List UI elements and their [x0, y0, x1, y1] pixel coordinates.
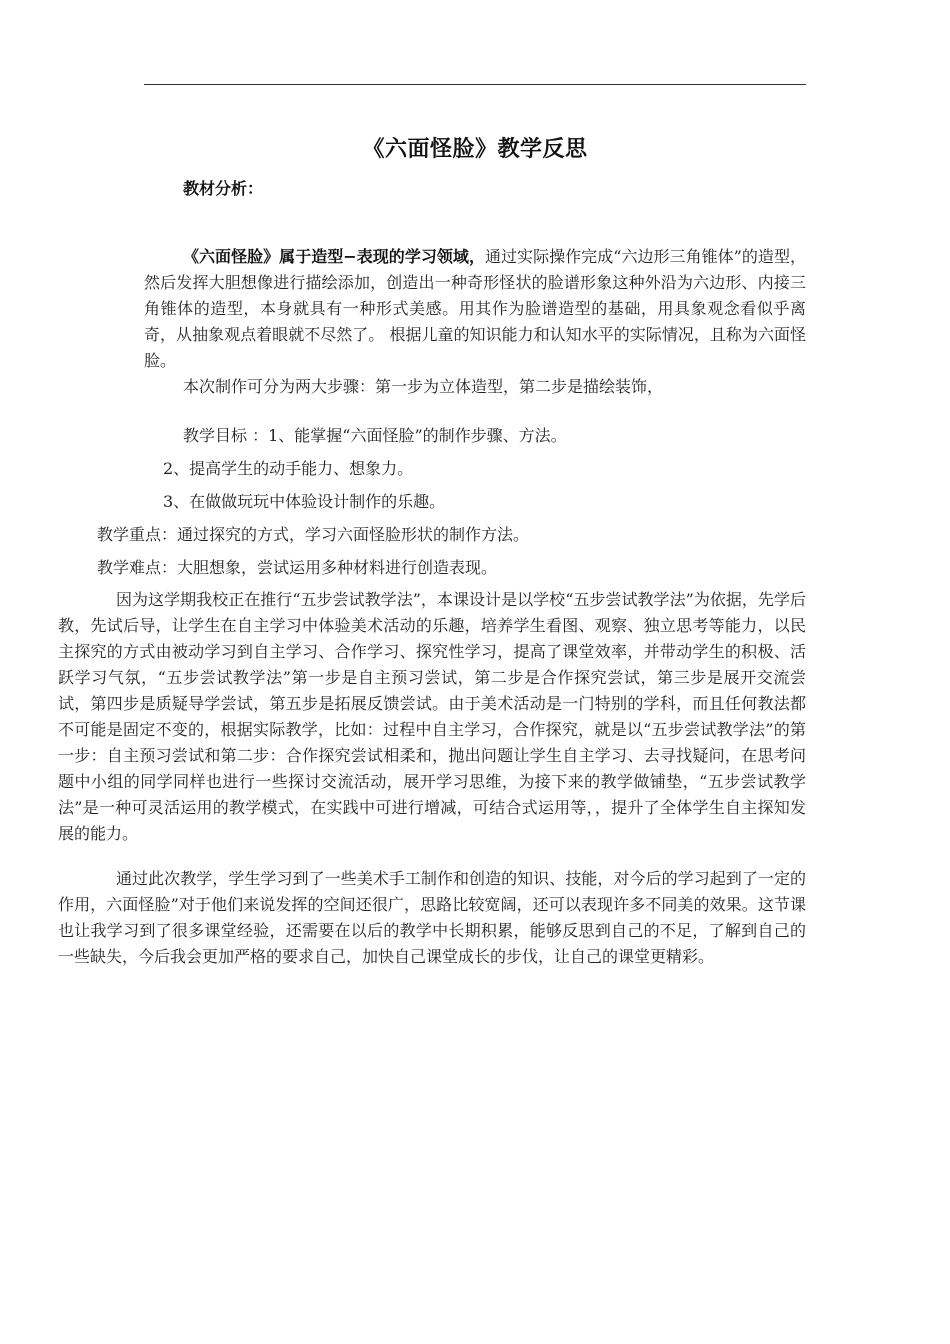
steps-paragraph: 本次制作可分为两大步骤：第一步为立体造型，第二步是描绘装饰，	[183, 377, 664, 396]
intro-paragraph	[144, 244, 806, 374]
teaching-difficulty: 教学难点：大胆想象，尝试运用多种材料进行创造表现。	[97, 558, 498, 577]
teaching-goal-2: 2、提高学生的动手能力、想象力。	[163, 459, 414, 478]
method-paragraph: 因为这学期我校正在推行“五步尝试教学法”，本课设计是以学校“五步尝试教学法”为依据，先学后教，先试后导，让学生在自主学习中体验美术活动的乐趣，培养学生看图、观察、独立思考等能力，以民主探究的方式由被动学习到自主学习、合作学习、探究性学习，提高了课堂效率，并带动学生的积极、活跃学习气氛，“五步尝试教学法”第一步是自主预习尝试，第二步是合作探究尝试，第三步是展开交流尝试，第四步是质疑导学尝试，第五步是拓展反馈尝试。由于美术活动是一门特别的学科，而且任何教法都不可能是固定不变的，根据实际教学，比如：过程中自主学习，合作探究，就是以“五步尝试教学法”的第一步：自主预习尝试和第二步：合作探究尝试相柔和，抛出问题让学生自主学习、去寻找疑问，在思考问题中小组的同学同样也进行一些探讨交流活动，展开学习思维，为接下来的教学做铺垫，“五步尝试教学法”是一种可灵活运用的教学模式，在实践中可进行增减，可结合式运用等，，提升了全体学生自主探知发展的能力。	[58, 590, 806, 843]
document-title: 《六面怪脸》教学反思	[362, 136, 588, 162]
section-heading-material-analysis: 教材分析：	[183, 179, 264, 198]
intro-bold-lead: 《六面怪脸》属于造型−表现的学习领域，	[183, 247, 485, 266]
teaching-key-point: 教学重点：通过探究的方式，学习六面怪脸形状的制作方法。	[97, 525, 530, 544]
intro-text: 通过实际操作完成“六边形三角锥体”的造型，然后发挥大胆想像进行描绘添加，创造出一种奇形怪状的脸谱形象这种外沿为六边形、内接三角锥体的造型，本身就具有一种形式美感。用其作为脸谱造型的基础，用具象观念看似乎离奇，从抽象观点着眼就不尽然了。 根据儿童的知识能力和认知水平的实际情况，且称为六面怪脸。	[144, 247, 806, 370]
teaching-goal-3: 3、在做做玩玩中体验设计制作的乐趣。	[163, 492, 446, 511]
teaching-goal-1: 教学目标 ：1、能掌握“六面怪脸”的制作步骤、方法。	[183, 426, 567, 445]
header-rule	[144, 84, 806, 85]
summary-paragraph: 通过此次教学，学生学习到了一些美术手工制作和创造的知识、技能，对今后的学习起到了一定的作用，六面怪脸”对于他们来说发挥的空间还很广，思路比较宽阔，还可以表现许多不同美的效果。这节课也让我学习到了很多课堂经验，还需要在以后的教学中长期积累，能够反思到自己的不足，了解到自己的一些缺失，今后我会更加严格的要求自己，加快自己课堂成长的步伐，让自己的课堂更精彩。	[58, 869, 806, 966]
